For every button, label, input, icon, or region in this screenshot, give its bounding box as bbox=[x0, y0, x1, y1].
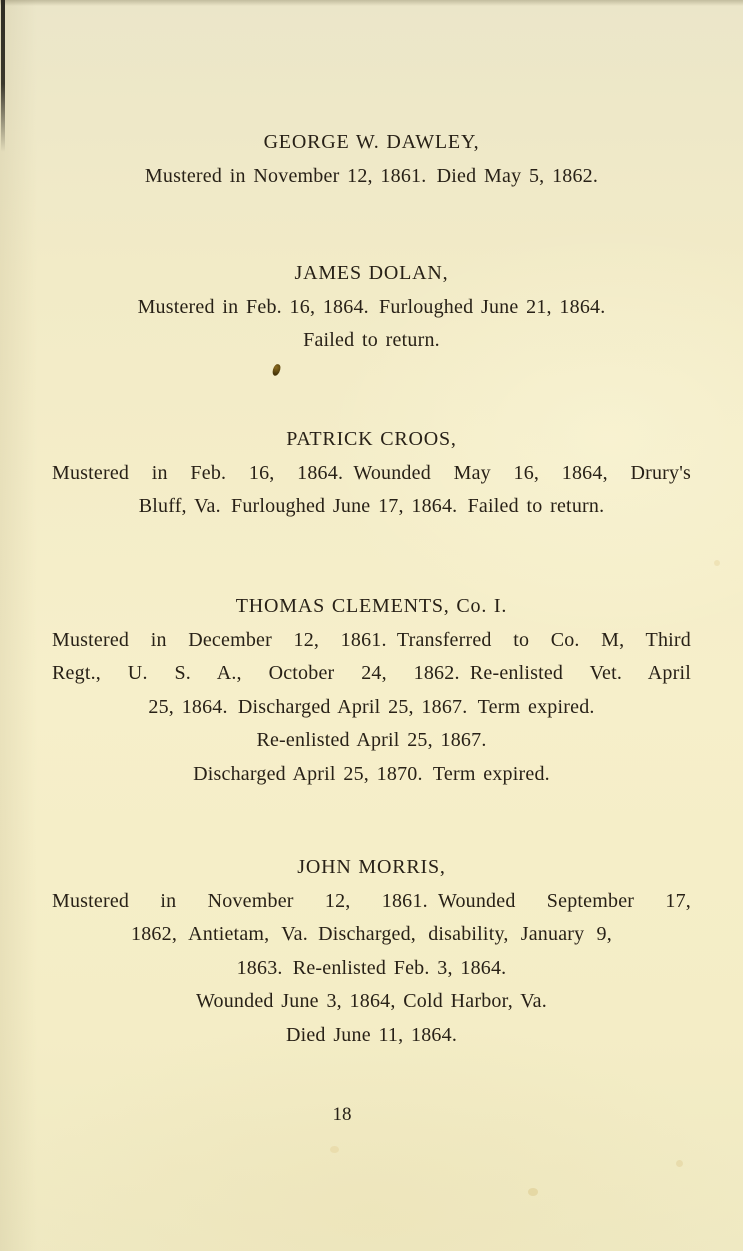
page-number: 18 bbox=[332, 1104, 352, 1125]
soldier-entry-dolan bbox=[52, 257, 691, 358]
soldier-name-heading: JAMES DOLAN, bbox=[294, 262, 449, 284]
scan-top-edge-shadow bbox=[0, 0, 743, 6]
service-record-line: Regt., U. S. A., October 24, 1862. Re-enlisted Vet. April bbox=[52, 662, 691, 684]
scan-left-edge-artifact bbox=[1, 0, 5, 152]
soldier-entry-morris bbox=[52, 851, 691, 1052]
service-record-line: 25, 1864. Discharged April 25, 1867. Term expired. bbox=[148, 695, 595, 718]
soldier-entry-dawley bbox=[52, 126, 691, 193]
paper-stain bbox=[676, 1160, 683, 1167]
soldier-entry-clements bbox=[52, 590, 691, 791]
service-record-line: Wounded June 3, 1864, Cold Harbor, Va. bbox=[196, 990, 547, 1012]
service-record-line: Died June 11, 1864. bbox=[285, 1023, 458, 1046]
soldier-name-heading: PATRICK CROOS, bbox=[286, 428, 457, 450]
soldier-name-heading: THOMAS CLEMENTS, Co. I. bbox=[235, 595, 508, 617]
service-record-line: Bluff, Va. Furloughed June 17, 1864. Failed to return. bbox=[138, 495, 605, 517]
paper-stain bbox=[714, 560, 720, 566]
soldier-name-heading: JOHN MORRIS, bbox=[297, 856, 446, 878]
service-record-line: Mustered in December 12, 1861. Transferred to Co. M, Third bbox=[52, 628, 691, 651]
service-record-line: Mustered in Feb. 16, 1864. Wounded May 16, 1864, Drury's bbox=[52, 461, 691, 484]
service-record-line: Discharged April 25, 1870. Term expired. bbox=[193, 762, 550, 785]
service-record-line: 1863. Re-enlisted Feb. 3, 1864. bbox=[236, 956, 507, 979]
service-record-line: 1862, Antietam, Va. Discharged, disability, January 9, bbox=[131, 923, 612, 945]
service-record-line: Mustered in November 12, 1861. Died May 5, 1862. bbox=[144, 164, 599, 187]
service-record-line: Re-enlisted April 25, 1867. bbox=[256, 729, 487, 751]
ink-speck bbox=[272, 363, 282, 376]
soldier-name-heading: GEORGE W. DAWLEY, bbox=[263, 131, 480, 153]
paper-stain bbox=[330, 1146, 339, 1153]
service-record-line: Mustered in November 12, 1861. Wounded September 17, bbox=[52, 889, 691, 912]
service-record-line: Failed to return. bbox=[303, 329, 440, 351]
paper-stain bbox=[528, 1188, 538, 1196]
service-record-line: Mustered in Feb. 16, 1864. Furloughed June 21, 1864. bbox=[137, 295, 606, 318]
soldier-entry-croos bbox=[52, 423, 691, 524]
